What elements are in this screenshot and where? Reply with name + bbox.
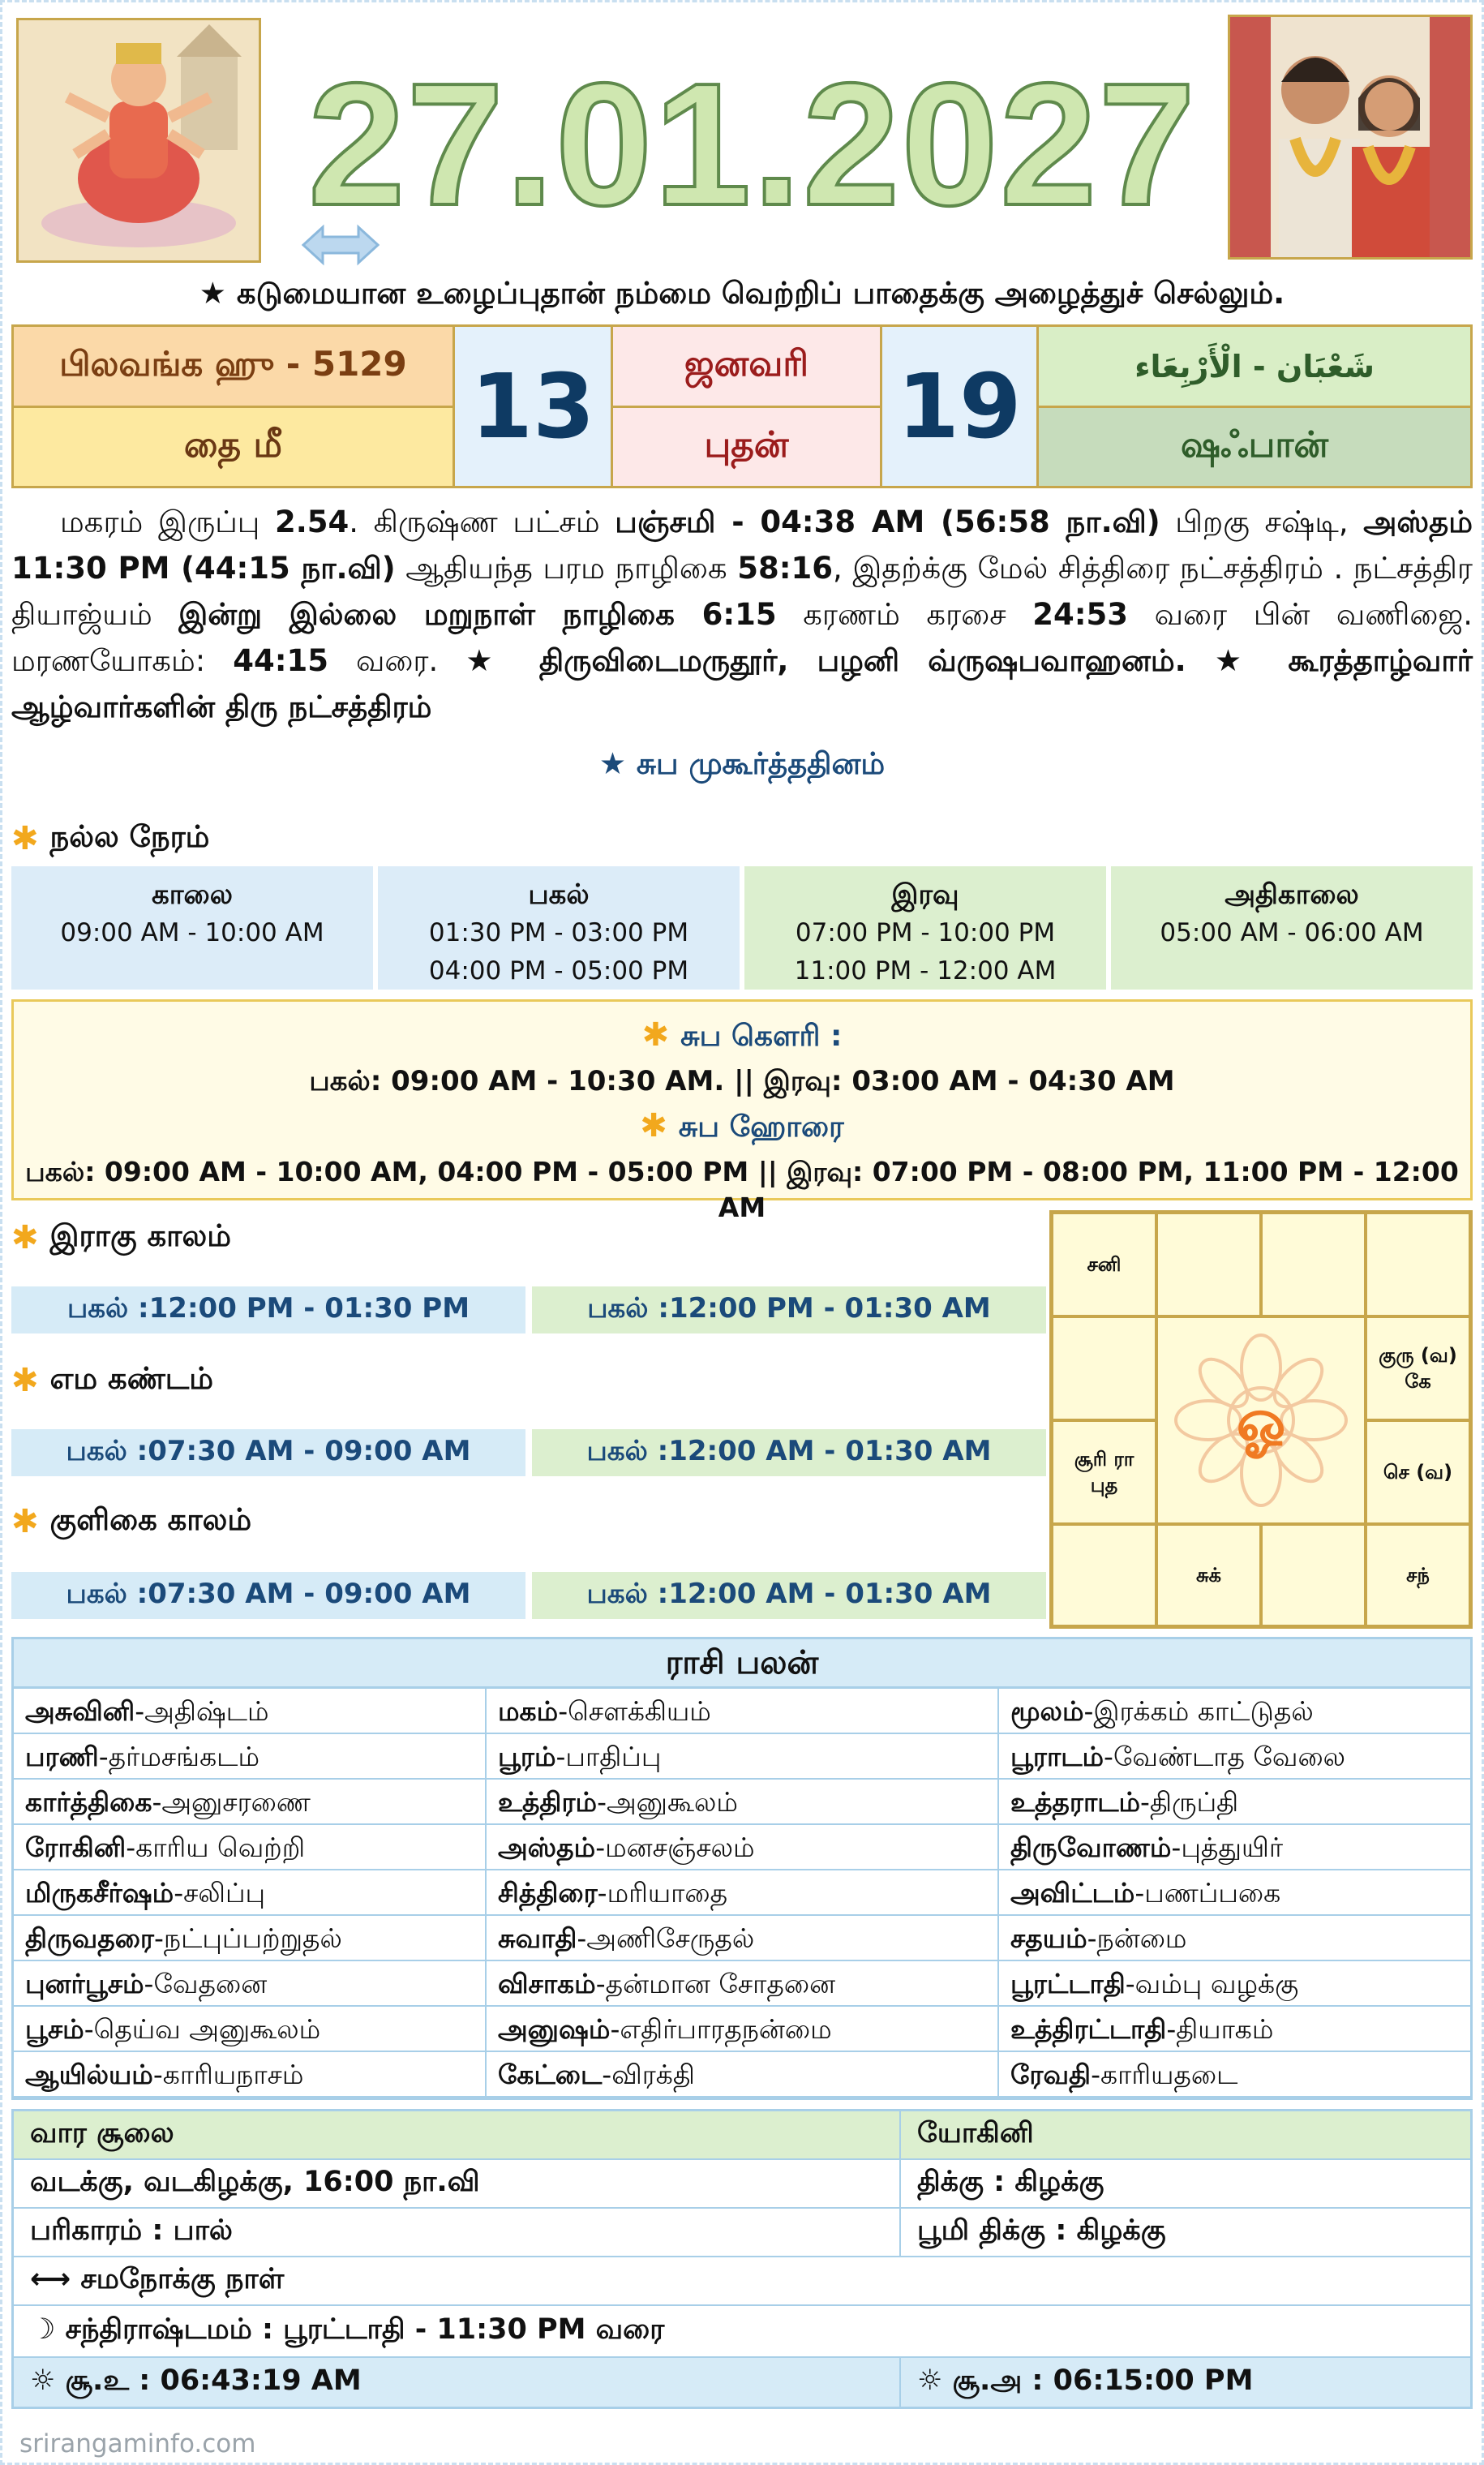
star-icon: ✱ xyxy=(641,1016,670,1054)
slot-time: 11:00 PM - 12:00 AM xyxy=(794,956,1057,986)
star-prediction: -தியாகம் xyxy=(1166,2013,1274,2045)
star-prediction: -வேண்டாத வேலை xyxy=(1104,1741,1346,1772)
english-month: ஜனவரி xyxy=(613,327,882,408)
info-row xyxy=(14,2306,1470,2358)
rasi-palan-cell xyxy=(999,1916,1470,1961)
star-prediction: -காரியநாசம் xyxy=(152,2059,304,2090)
slot-time: 04:00 PM - 05:00 PM xyxy=(428,956,689,986)
yama-kandam-label: எம கண்டம் xyxy=(49,1361,214,1396)
nalla-neram-label: நல்ல நேரம் xyxy=(49,819,210,854)
bhoomi-thikku: பூமி திக்கு : கிழக்கு xyxy=(917,2214,1166,2247)
panchang-text: மகரம் இருப்பு xyxy=(60,505,275,539)
rasi-palan-cell xyxy=(14,1689,487,1734)
star-prediction: -தன்மான சோதனை xyxy=(595,1968,836,1999)
muhurtham-day: ★ சுப முகூர்த்ததினம் xyxy=(598,746,886,781)
star-prediction: -காரியதடை xyxy=(1091,2059,1238,2090)
sunset-time: ☼ சூ.அ : 06:15:00 PM xyxy=(917,2364,1254,2397)
rasi-palan-cell xyxy=(999,1825,1470,1870)
star-prediction: -இரக்கம் காட்டுதல் xyxy=(1083,1695,1314,1727)
star-name: ரேவதி xyxy=(1010,2059,1092,2090)
om-symbol-icon: ஓ xyxy=(1236,1386,1286,1454)
star-prediction: -தெய்வ அனுகூலம் xyxy=(84,2013,321,2045)
star-name: கேட்டை xyxy=(498,2059,603,2090)
chart-cell xyxy=(1261,1524,1366,1626)
chart-cell xyxy=(1052,1316,1156,1420)
chart-cell: குரு (வ) கே xyxy=(1366,1316,1470,1420)
rasi-palan-cell xyxy=(487,1870,999,1916)
star-icon: ✱ xyxy=(640,1107,667,1144)
wedding-couple-image xyxy=(1228,15,1473,260)
yama-kandam-title xyxy=(11,1361,213,1400)
rasi-palan-cell xyxy=(999,1961,1470,2007)
panchang-value: அஸ்தம் 11:30 PM (44:15 நா.வி) xyxy=(11,505,1473,586)
rasi-palan-cell xyxy=(487,1916,999,1961)
star-prediction: -புத்துயிர் xyxy=(1171,1832,1284,1863)
weekday: புதன் xyxy=(613,408,882,486)
star-prediction: -மரியாதை xyxy=(597,1877,728,1909)
nalla-neram-title xyxy=(11,819,209,858)
chart-cell: செ (வ) xyxy=(1366,1420,1470,1524)
rasi-palan-cell xyxy=(999,1689,1470,1734)
panchang-value: 58:16 xyxy=(737,551,833,586)
samanokku-naal: ⟷ சமநோக்கு நாள் xyxy=(30,2263,285,2295)
kuligai-kalam-night: பகல் :12:00 AM - 01:30 AM xyxy=(532,1572,1046,1619)
rasi-palan-cell xyxy=(487,1780,999,1825)
bottom-info-table xyxy=(11,2109,1473,2409)
panchang-text: பிறகு சஷ்டி, xyxy=(1160,505,1364,539)
star-name: அசுவினி xyxy=(25,1695,135,1727)
rasi-palan-cell xyxy=(14,1734,487,1780)
rasi-palan-cell xyxy=(14,1780,487,1825)
chandrashtamam: ☽ சந்திராஷ்டமம் : பூரட்டாதி - 11:30 PM வரை xyxy=(30,2313,665,2346)
star-name: பூரம் xyxy=(498,1741,556,1772)
nalla-neram-early-morning xyxy=(1111,866,1473,990)
chart-cell xyxy=(1156,1213,1261,1316)
panchang-value: 24:53 xyxy=(1032,597,1129,632)
chart-center xyxy=(1156,1316,1366,1524)
slot-time: 07:00 PM - 10:00 PM xyxy=(795,918,1056,947)
info-row xyxy=(14,2358,1470,2407)
chart-cell xyxy=(1261,1213,1366,1316)
rasi-palan-cell xyxy=(487,1961,999,2007)
islamic-month: ஷஃபான் xyxy=(1039,408,1470,486)
tamil-month: தை மீ xyxy=(14,408,455,486)
star-icon: ✱ xyxy=(11,1362,39,1399)
kuligai-kalam-title xyxy=(11,1502,251,1541)
slot-label: அதிகாலை xyxy=(1225,878,1359,911)
rasi-palan-cell xyxy=(999,1780,1470,1825)
star-prediction: -நட்புப்பற்றுதல் xyxy=(153,1922,342,1954)
kuligai-kalam-day: பகல் :07:30 AM - 09:00 AM xyxy=(11,1572,525,1619)
tamil-day-number: 13 xyxy=(455,327,613,486)
star-name: பூரட்டாதி xyxy=(1010,1968,1126,1999)
slot-label: காலை xyxy=(152,878,233,911)
rasi-palan-cell xyxy=(14,1916,487,1961)
gowri-label: சுப கௌரி : xyxy=(680,1020,843,1053)
rasi-palan-cell xyxy=(14,2052,487,2098)
slot-time: 05:00 AM - 06:00 AM xyxy=(1160,918,1424,947)
star-prediction: -பாதிப்பு xyxy=(555,1741,662,1772)
chart-cell: சனி xyxy=(1052,1213,1156,1316)
panchang-festival: ★ திருவிடைமருதூர், பழனி வ்ருஷபவாஹனம். ★ கூரத்தாழ்வார் ஆழ்வார்களின் திரு நட்சத்திரம் xyxy=(11,643,1473,724)
rasi-palan-cell xyxy=(999,2007,1470,2052)
date-title: 27.01.2027 xyxy=(308,46,1198,242)
slot-label: இரவு xyxy=(891,878,959,911)
star-prediction: -திருப்தி xyxy=(1140,1786,1239,1818)
star-icon: ✱ xyxy=(11,1503,39,1540)
panchang-value: இன்று இல்லை மறுநாள் நாழிகை 6:15 xyxy=(178,597,777,632)
hora-label: சுப ஹோரை xyxy=(678,1110,844,1144)
star-prediction: -அனுகூலம் xyxy=(597,1786,738,1818)
panchang-text: , இதற்க்கு மேல் சித்திரை நட்சத்திரம் . நட்சத்திர தியாஜ்யம் xyxy=(11,551,1473,632)
star-name: உத்திரட்டாதி xyxy=(1010,2013,1167,2045)
panchang-text: . கிருஷ்ண பட்சம் xyxy=(349,505,615,539)
yama-kandam-night: பகல் :12:00 AM - 01:30 AM xyxy=(532,1429,1046,1476)
star-prediction: -அனுசரணை xyxy=(152,1786,311,1818)
panchang-value: பஞ்சமி - 04:38 AM (56:58 நா.வி) xyxy=(615,505,1160,539)
nalla-neram-morning xyxy=(11,866,373,990)
star-prediction: -அதிஷ்டம் xyxy=(135,1695,269,1727)
star-prediction: -சௌக்கியம் xyxy=(558,1695,711,1727)
star-prediction: -விரக்தி xyxy=(602,2059,695,2090)
rasi-palan-table xyxy=(11,1637,1473,2100)
panchang-text: கரணம் கரசை xyxy=(776,597,1033,632)
sunrise-time: ☼ சூ.உ : 06:43:19 AM xyxy=(14,2358,901,2407)
kuligai-kalam-label: குளிகை காலம் xyxy=(49,1502,252,1537)
star-prediction: -காரிய வெற்றி xyxy=(126,1832,306,1863)
star-name: மூலம் xyxy=(1010,1695,1084,1727)
site-watermark: srirangaminfo.com xyxy=(19,2429,256,2459)
star-name: விசாகம் xyxy=(498,1968,596,1999)
rasi-palan-grid xyxy=(14,1689,1470,2098)
islamic-day-number: 19 xyxy=(882,327,1039,486)
panchang-text: ஆதியந்த பரம நாழிகை xyxy=(395,551,738,586)
info-row xyxy=(14,2111,1470,2160)
rasi-palan-cell xyxy=(487,2052,999,2098)
star-name: அனுஷம் xyxy=(498,2013,611,2045)
rasi-palan-cell xyxy=(487,1689,999,1734)
star-prediction: -நன்மை xyxy=(1087,1922,1187,1954)
gowri-hora-box xyxy=(11,999,1473,1223)
star-name: கார்த்திகை xyxy=(25,1786,152,1818)
star-name: பூசம் xyxy=(25,2013,84,2045)
star-name: திருவதரை xyxy=(25,1922,154,1954)
rahu-kalam-title xyxy=(11,1218,231,1257)
star-prediction: -அணிசேருதல் xyxy=(577,1922,755,1954)
star-prediction: -பணப்பகை xyxy=(1134,1877,1281,1909)
panchang-value: 44:15 xyxy=(233,643,328,678)
rasi-palan-cell xyxy=(487,1734,999,1780)
rasi-palan-cell xyxy=(14,2007,487,2052)
star-name: திருவோணம் xyxy=(1010,1832,1172,1863)
gowri-text: பகல்: 09:00 AM - 10:30 AM. || இரவு: 03:00 AM - 04:30 AM xyxy=(309,1065,1175,1097)
rasi-palan-cell xyxy=(487,2007,999,2052)
rasi-palan-cell xyxy=(14,1825,487,1870)
calendar-header xyxy=(11,324,1473,488)
islamic-month-arabic: شَعْبَان - الْأَرْبِعَاء xyxy=(1039,327,1470,408)
star-icon: ✱ xyxy=(11,820,39,857)
quote-text: ★ கடுமையான உழைப்புதான் நம்மை வெற்றிப் பாதைக்கு அழைத்துச் செல்லும். xyxy=(199,276,1285,311)
rasi-palan-cell xyxy=(999,1870,1470,1916)
star-name: சித்திரை xyxy=(498,1877,598,1909)
chart-cell xyxy=(1366,1213,1470,1316)
star-prediction: -வேதனை xyxy=(144,1968,268,1999)
star-name: புனர்பூசம் xyxy=(25,1968,144,1999)
rasi-chart xyxy=(1049,1210,1473,1629)
slot-time: 09:00 AM - 10:00 AM xyxy=(60,918,324,947)
star-name: பரணி xyxy=(25,1741,99,1772)
info-row xyxy=(14,2257,1470,2306)
slot-label: பகல் xyxy=(528,878,590,911)
star-name: மகம் xyxy=(498,1695,559,1727)
nalla-neram-night xyxy=(744,866,1106,990)
star-name: பூராடம் xyxy=(1010,1741,1104,1772)
parikaram: பரிகாரம் : பால் xyxy=(14,2209,901,2256)
gowri-title xyxy=(14,1016,1470,1057)
star-name: சுவாதி xyxy=(498,1922,577,1954)
panchang-value: 2.54 xyxy=(274,505,350,539)
rasi-palan-cell xyxy=(999,2052,1470,2098)
panchang-text: வரை. xyxy=(328,643,466,678)
deity-image xyxy=(16,18,261,263)
panchang-details xyxy=(11,499,1473,730)
rasi-palan-cell xyxy=(14,1961,487,2007)
star-name: அவிட்டம் xyxy=(1010,1877,1135,1909)
panchang-text: வரை பின் வணிஜை. மரணயோகம்: xyxy=(11,597,1473,678)
rasi-palan-title: ராசி பலன் xyxy=(14,1639,1470,1689)
tamil-year: பிலவங்க ஹு - 5129 xyxy=(14,327,455,408)
star-name: மிருகசீர்ஷம் xyxy=(25,1877,174,1909)
chart-cell: சந் xyxy=(1366,1524,1470,1626)
nalla-neram-day xyxy=(378,866,740,990)
rasi-palan-cell xyxy=(14,1870,487,1916)
chart-cell: சூரி ரா புத xyxy=(1052,1420,1156,1524)
slot-time: 01:30 PM - 03:00 PM xyxy=(428,918,689,947)
yogini-value: திக்கு : கிழக்கு xyxy=(917,2166,1104,2198)
star-name: உத்தராடம் xyxy=(1010,1786,1141,1818)
star-name: உத்திரம் xyxy=(498,1786,598,1818)
rahu-kalam-label: இராகு காலம் xyxy=(49,1218,231,1253)
rasi-palan-cell xyxy=(487,1825,999,1870)
star-name: அஸ்தம் xyxy=(498,1832,596,1863)
star-name: ரோகினி xyxy=(25,1832,127,1863)
hora-title xyxy=(14,1107,1470,1148)
star-prediction: -தர்மசங்கடம் xyxy=(98,1741,259,1772)
star-icon: ✱ xyxy=(11,1219,39,1256)
yogini-label: யோகினி xyxy=(917,2117,1034,2149)
rasi-palan-cell xyxy=(999,1734,1470,1780)
info-row xyxy=(14,2160,1470,2209)
star-prediction: -மனசஞ்சலம் xyxy=(595,1832,755,1863)
star-prediction: -எதிர்பாரதநன்மை xyxy=(610,2013,832,2045)
chart-cell xyxy=(1052,1524,1156,1626)
vara-soolai-label: வார சூலை xyxy=(14,2111,901,2158)
info-row xyxy=(14,2209,1470,2257)
rahu-kalam-night: பகல் :12:00 PM - 01:30 AM xyxy=(532,1286,1046,1333)
star-prediction: -சலிப்பு xyxy=(174,1877,266,1909)
rahu-kalam-day: பகல் :12:00 PM - 01:30 PM xyxy=(11,1286,525,1333)
star-name: சதயம் xyxy=(1010,1922,1087,1954)
star-name: ஆயில்யம் xyxy=(25,2059,153,2090)
vara-soolai-value: வடக்கு, வடகிழக்கு, 16:00 நா.வி xyxy=(14,2160,901,2207)
star-prediction: -வம்பு வழக்கு xyxy=(1125,1968,1299,1999)
hora-text: பகல்: 09:00 AM - 10:00 AM, 04:00 PM - 05:00 PM || இரவு: 07:00 PM - 08:00 PM, 11:00 PM - 12:00 AM xyxy=(25,1156,1459,1223)
yama-kandam-day: பகல் :07:30 AM - 09:00 AM xyxy=(11,1429,525,1476)
chart-cell: சுக் xyxy=(1156,1524,1261,1626)
